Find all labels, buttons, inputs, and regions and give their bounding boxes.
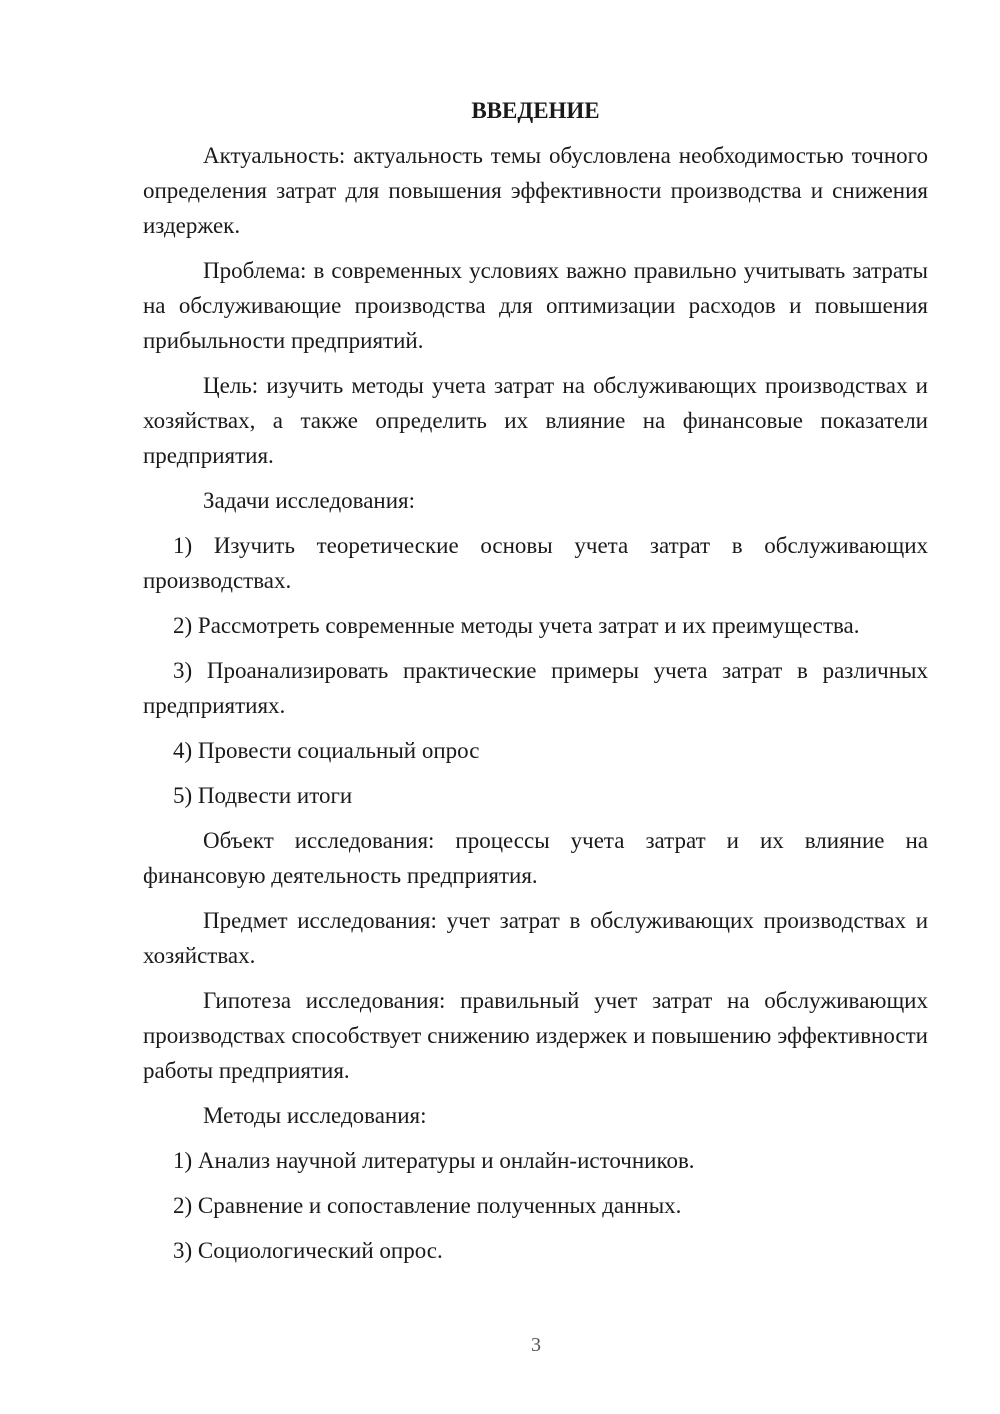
problem-paragraph: Проблема: в современных условиях важно правильно учитывать затраты на обслуживающие производства для оптимизации расходов и повышения прибыльности предприятий. — [143, 258, 928, 353]
method-item: 1) Анализ научной литературы и онлайн-источников. — [173, 1148, 695, 1173]
task-item: 5) Подвести итоги — [173, 783, 353, 808]
goal-paragraph: Цель: изучить методы учета затрат на обслуживающих производствах и хозяйствах, а также определить их влияние на финансовые показатели предприятия. — [143, 373, 928, 468]
subject-paragraph: Предмет исследования: учет затрат в обслуживающих производствах и хозяйствах. — [143, 908, 928, 968]
section-title: ВВЕДЕНИЕ — [471, 98, 600, 123]
page-number: 3 — [531, 1334, 541, 1356]
task-item: 3) Проанализировать практические примеры учета затрат в различных предприятиях. — [143, 658, 928, 718]
task-item: 2) Рассмотреть современные методы учета затрат и их преимущества. — [173, 613, 860, 638]
methods-heading: Методы исследования: — [203, 1103, 427, 1128]
task-item: 4) Провести социальный опрос — [173, 738, 480, 763]
method-item: 3) Социологический опрос. — [173, 1238, 443, 1263]
hypothesis-paragraph: Гипотеза исследования: правильный учет затрат на обслуживающих производствах способствует снижению издержек и повышению эффективности работы предприятия. — [143, 988, 928, 1083]
object-paragraph: Объект исследования: процессы учета затрат и их влияние на финансовую деятельность предприятия. — [143, 828, 928, 888]
relevance-paragraph: Актуальность: актуальность темы обусловлена необходимостью точного определения затрат для повышения эффективности производства и снижения издержек. — [143, 143, 928, 238]
tasks-heading: Задачи исследования: — [203, 488, 416, 513]
method-item: 2) Сравнение и сопоставление полученных данных. — [173, 1193, 682, 1218]
task-item: 1) Изучить теоретические основы учета затрат в обслуживающих производствах. — [143, 533, 928, 593]
page-content — [143, 96, 928, 1278]
